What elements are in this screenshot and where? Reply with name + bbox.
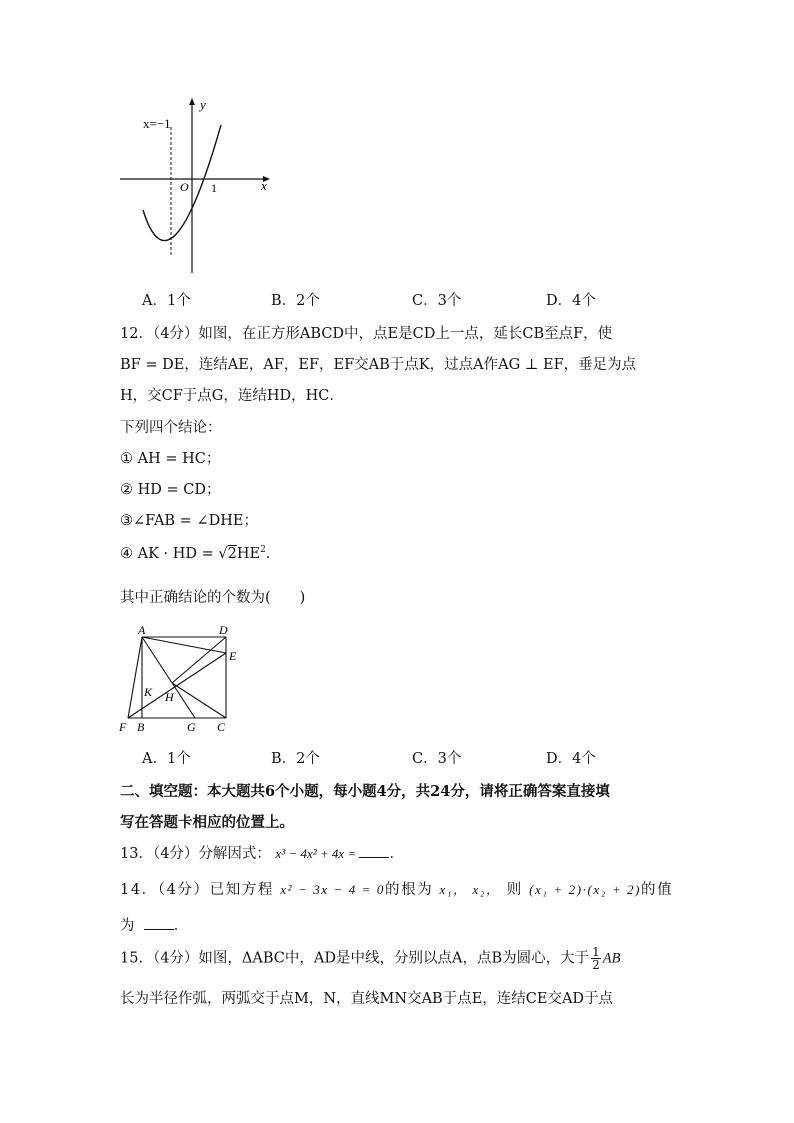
q14-mid: 的根为 bbox=[385, 882, 434, 898]
pt-K: K bbox=[144, 685, 153, 699]
q11-option-c: C．3个 bbox=[412, 293, 462, 309]
q12-c4-sup: 2 bbox=[260, 545, 266, 556]
seg-AE bbox=[142, 637, 226, 653]
q14-line2 bbox=[120, 914, 188, 935]
q13-end: ． bbox=[389, 846, 404, 862]
q14-line2-end: ． bbox=[173, 918, 189, 934]
q12-option-d: D．4个 bbox=[546, 751, 596, 767]
q14-equation: x² − 3x − 4 = 0 bbox=[280, 882, 386, 897]
q12-option-c: C．3个 bbox=[412, 751, 462, 767]
q14-blank[interactable] bbox=[144, 917, 174, 930]
q14-line2-pre: 为 bbox=[120, 918, 135, 934]
pt-H: H bbox=[165, 690, 174, 704]
graph1-label-y: y bbox=[200, 97, 206, 112]
q15-line1-pre: 15．（4分）如图，ΔABC中，AD是中线，分别以点A，点B为圆心，大于 bbox=[120, 950, 590, 967]
graph1-label-one: 1 bbox=[211, 181, 217, 195]
q15-frac-den: 2 bbox=[592, 958, 600, 972]
q12-question: 其中正确结论的个数为( ) bbox=[120, 590, 306, 606]
q12-option-b: B．2个 bbox=[271, 751, 320, 767]
graph1-label-axis-line: x=−1 bbox=[143, 116, 171, 131]
q12-c4-pre: ④ AK · HD = bbox=[120, 546, 219, 562]
q12-option-a: A．1个 bbox=[142, 751, 191, 767]
parabola-graph bbox=[115, 95, 280, 280]
q12-c4-sqrt: 2 bbox=[227, 546, 237, 562]
q15-fraction bbox=[591, 946, 601, 971]
section2-heading-line1: 二、填空题：本大题共6个小题，每小题4分，共24分，请将正确答案直接填 bbox=[120, 783, 610, 800]
q12-line3: H，交CF于点G，连结HD，HC． bbox=[120, 388, 344, 404]
q13-line bbox=[120, 842, 404, 863]
q11-option-d: D．4个 bbox=[546, 293, 596, 309]
q15-line2: 长为半径作弧，两弧交于点M，N，直线MN交AB于点E，连结CE交AD于点 bbox=[120, 991, 614, 1007]
q14-line1 bbox=[120, 878, 673, 899]
graph1-label-x: x bbox=[261, 178, 267, 193]
q12-conclusion-1: ① AH = HC； bbox=[120, 451, 221, 467]
seg-AG bbox=[142, 637, 195, 718]
q14-prefix: 14．（4分）已知方程 bbox=[120, 882, 275, 898]
section2-heading-line2: 写在答题卡相应的位置上。 bbox=[120, 814, 294, 831]
q15-line1-post: AB bbox=[602, 950, 621, 967]
q15-frac-num: 1 bbox=[592, 945, 600, 959]
q14-roots: x₁， x₂， bbox=[439, 882, 501, 897]
pt-B: B bbox=[137, 720, 145, 734]
pt-A: A bbox=[138, 623, 146, 637]
q11-option-b: B．2个 bbox=[271, 293, 320, 309]
q12-c4-post: HE bbox=[236, 546, 261, 562]
q12-c4-end: ． bbox=[265, 546, 281, 562]
q15-line1 bbox=[120, 946, 620, 971]
pt-C: C bbox=[217, 720, 226, 734]
q11-option-a: A．1个 bbox=[142, 293, 191, 309]
pt-E: E bbox=[229, 649, 237, 663]
q12-conclusion-2: ② HD = CD； bbox=[120, 482, 221, 498]
sqrt-symbol: √ bbox=[218, 546, 228, 562]
q13-expression: x³ − 4x² + 4x = bbox=[275, 846, 360, 861]
q13-prefix: 13．（4分）分解因式： bbox=[120, 846, 271, 862]
seg-AF bbox=[128, 637, 142, 718]
seg-HC bbox=[172, 683, 226, 718]
q14-expression: (x₁ + 2)·(x₂ + 2) bbox=[529, 882, 642, 897]
q13-blank[interactable] bbox=[359, 845, 389, 858]
q14-tail: 的值 bbox=[641, 882, 674, 898]
pt-D: D bbox=[219, 623, 228, 637]
y-axis-arrow bbox=[189, 98, 195, 105]
graph1-label-origin: O bbox=[180, 180, 189, 194]
q12-line1: 12．（4分）如图，在正方形ABCD中，点E是CD上一点，延长CB至点F，使 bbox=[120, 326, 613, 342]
q12-conclusion-3: ③∠FAB = ∠DHE； bbox=[120, 513, 258, 529]
q12-conclusion-4 bbox=[120, 542, 280, 563]
q12-line2: BF = DE，连结AE，AF，EF，EF交AB于点K，过点A作AG ⊥ EF，垂足为点 bbox=[120, 357, 637, 373]
pt-G: G bbox=[187, 720, 196, 734]
pt-F: F bbox=[119, 720, 127, 734]
q14-then: 则 bbox=[506, 882, 523, 898]
square-figure bbox=[115, 620, 245, 735]
q12-intro: 下列四个结论： bbox=[120, 420, 222, 436]
